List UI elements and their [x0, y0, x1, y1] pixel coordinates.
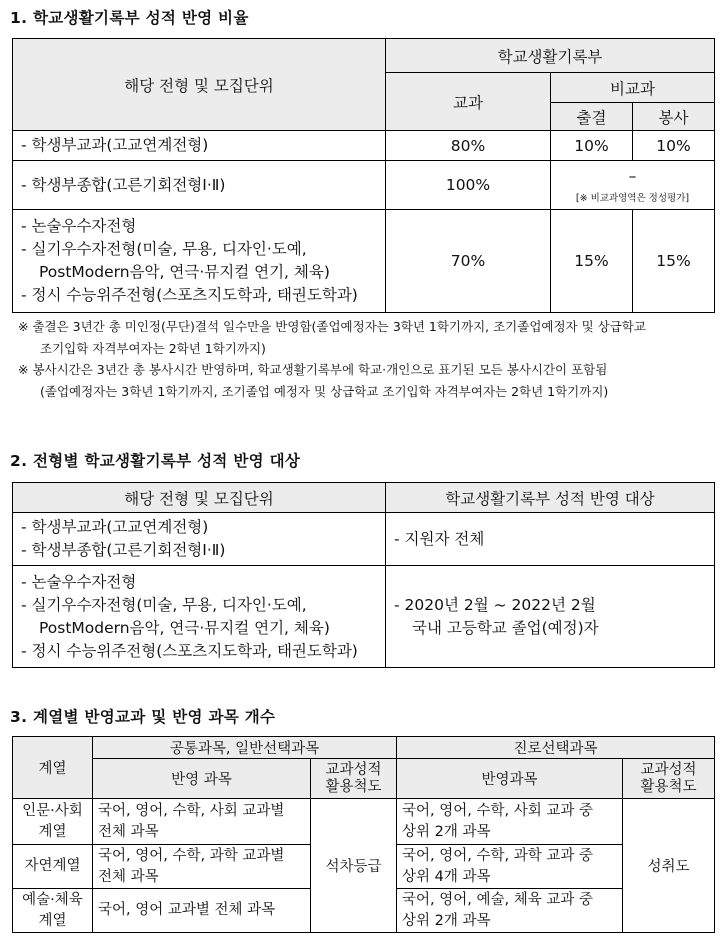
notes	[18, 316, 646, 402]
career-grade-scale: 성취도	[623, 799, 715, 933]
volunteer-ratio: 15%	[633, 210, 715, 313]
field-name: 계열	[38, 912, 67, 929]
note-line: (졸업예정자는 3학년 1학기까지, 조기졸업 예정자 및 상급학교 조기입학 자격부여자는 2학년 1학기까지)	[40, 383, 609, 399]
row-unit-line: PostModern음악, 연극·뮤지컬 연기, 체육)	[39, 618, 330, 637]
note-line: ※ 봉사시간은 3년간 총 봉사시간 반영하며, 학교생활기록부에 학교·개인으로 표기된 모든 봉사시간이 포함됨	[18, 362, 608, 377]
row-unit-line: - 정시 수능위주전형(스포츠지도학과, 태권도학과)	[21, 641, 358, 660]
nonsubject-remark: [※ 비교과영역은 정성평가]	[575, 193, 690, 204]
table-row	[13, 131, 715, 161]
row-unit-line: - 학생부교과(고교연계전형)	[21, 518, 209, 536]
note-line: 조기입학 자격부여자는 2학년 1학기까지)	[40, 340, 266, 356]
header-attendance: 출결	[551, 103, 633, 131]
header-grade-scale2: 교과성적	[640, 761, 697, 778]
section1-title: 1. 학교생활기록부 성적 반영 비율	[10, 9, 249, 27]
target-text: 국내 고등학교 졸업(예정)자	[412, 618, 599, 637]
common-subjects: 국어, 영어 교과별 전체 과목	[98, 902, 276, 918]
career-subjects: 국어, 영어, 예술, 체육 교과 중	[402, 891, 593, 908]
table-row	[13, 513, 715, 566]
ratio-table	[12, 38, 715, 313]
career-subjects: 상위 4개 과목	[402, 868, 491, 885]
row-unit-line: - 논술우수자전형	[21, 572, 137, 591]
common-subjects: 국어, 영어, 수학, 사회 교과별	[98, 802, 285, 819]
common-subjects: 전체 과목	[98, 823, 159, 840]
header-volunteer: 봉사	[633, 103, 715, 131]
field-name: 인문·사회	[22, 802, 83, 819]
header-nonsubject: 비교과	[551, 73, 715, 103]
table-row	[13, 566, 715, 668]
row-unit: - 학생부교과(고교연계전형)	[21, 136, 209, 154]
section3-title: 3. 계열별 반영교과 및 반영 과목 개수	[10, 708, 276, 726]
header-subject: 교과	[386, 73, 551, 131]
attendance-ratio: 10%	[551, 131, 633, 161]
row-unit-line: - 실기우수자전형(미술, 무용, 디자인·도예,	[21, 240, 307, 258]
header-field: 계열	[13, 737, 93, 799]
common-grade-scale: 석차등급	[311, 799, 397, 933]
subject-ratio: 80%	[386, 131, 551, 161]
table-row	[13, 799, 715, 845]
subject-ratio: 100%	[386, 161, 551, 210]
career-subjects: 상위 2개 과목	[402, 823, 491, 840]
row-unit-line: - 정시 수능위주전형(스포츠지도학과, 태권도학과)	[21, 286, 358, 304]
header-unit: 해당 전형 및 모집단위	[13, 39, 386, 131]
career-subjects: 상위 2개 과목	[402, 912, 491, 929]
common-subjects: 국어, 영어, 수학, 과학 교과별	[98, 847, 285, 864]
header-reflect-subject: 반영 과목	[93, 759, 311, 799]
row-unit-line: - 학생부종합(고른기회전형Ⅰ·Ⅱ)	[21, 541, 226, 559]
note-line: ※ 출결은 3년간 총 미인정(무단)결석 일수만을 반영함(졸업예정자는 3학년 1학기까지, 조기졸업예정자 및 상급학교	[18, 319, 646, 334]
attendance-ratio: 15%	[551, 210, 633, 313]
header-grade-scale2: 활용척도	[640, 778, 697, 795]
field-name: 자연계열	[24, 858, 81, 874]
header-grade-scale: 교과성적	[325, 761, 382, 778]
nonsubject-dash: –	[628, 167, 637, 185]
field-name: 계열	[38, 823, 67, 840]
section2-title: 2. 전형별 학교생활기록부 성적 반영 대상	[10, 452, 301, 470]
target-text: - 2020년 2월 ~ 2022년 2월	[394, 595, 596, 614]
header-common: 공통과목, 일반선택과목	[93, 737, 397, 759]
row-unit: - 학생부종합(고른기회전형Ⅰ·Ⅱ)	[21, 175, 226, 194]
header-target: 학교생활기록부 성적 반영 대상	[386, 483, 715, 513]
table-row	[13, 210, 715, 313]
career-subjects: 국어, 영어, 수학, 사회 교과 중	[402, 802, 593, 819]
subject-ratio: 70%	[386, 210, 551, 313]
row-unit-line: - 실기우수자전형(미술, 무용, 디자인·도예,	[21, 595, 307, 614]
subject-table	[12, 736, 715, 933]
target-table	[12, 482, 715, 668]
career-subjects: 국어, 영어, 수학, 과학 교과 중	[402, 847, 593, 864]
field-name: 예술·체육	[22, 891, 83, 908]
target-text: - 지원자 전체	[394, 529, 485, 548]
row-unit-line: - 논술우수자전형	[21, 217, 137, 235]
header-unit: 해당 전형 및 모집단위	[13, 483, 386, 513]
volunteer-ratio: 10%	[633, 131, 715, 161]
header-record: 학교생활기록부	[386, 39, 715, 73]
header-grade-scale: 활용척도	[325, 778, 382, 795]
header-career: 진로선택과목	[397, 737, 715, 759]
common-subjects: 전체 과목	[98, 868, 159, 885]
header-reflect-subject2: 반영과목	[397, 759, 623, 799]
row-unit-line: PostModern음악, 연극·뮤지컬 연기, 체육)	[39, 263, 330, 281]
table-row	[13, 161, 715, 210]
